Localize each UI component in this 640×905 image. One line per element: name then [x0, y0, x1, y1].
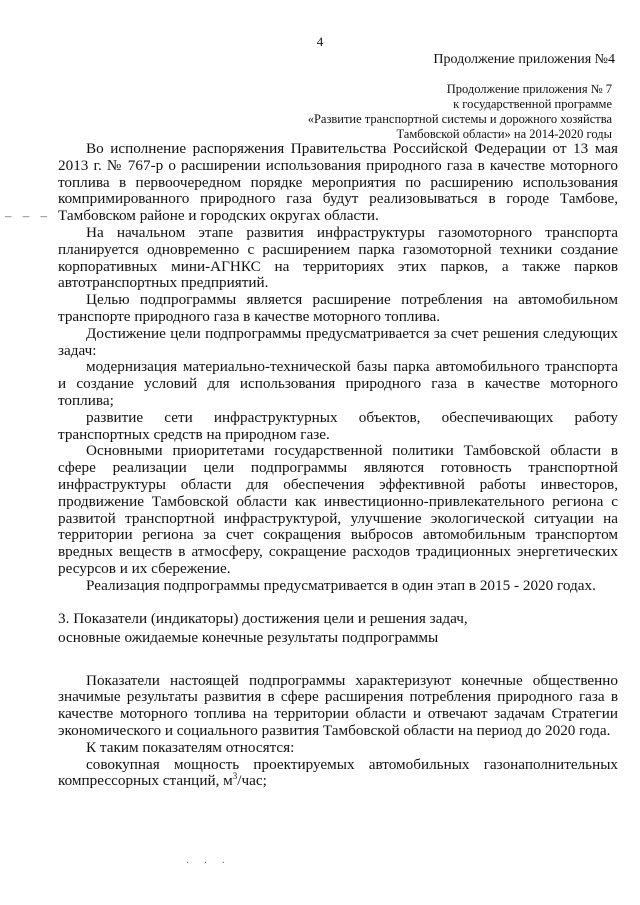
section-3-title-line-2: основные ожидаемые конечные результаты подпрограммы	[58, 628, 439, 646]
paragraph-5: модернизация материально-технической базы парка автомобильного транспорта и создание условий для использования природного газа в качестве моторного топлива;	[58, 358, 618, 409]
header-line-1: Продолжение приложения № 7	[446, 82, 612, 96]
document-body	[58, 141, 618, 790]
margin-dashes: – – –	[5, 208, 51, 223]
paragraph-11-unit: /час;	[237, 772, 267, 790]
paragraph-1: Во исполнение распоряжения Правительства Российской Федерации от 13 мая 2013 г. № 767-р о расширении использования природного газа в качестве моторного топлива в первоочередном порядке мероприятия по расширению использования компримированного природного газа будут реализовываться в городе Тамбове, Тамбовском районе и городских округах области.	[58, 140, 618, 225]
page-number: 4	[316, 34, 324, 49]
section-3-title-line-1: 3. Показатели (индикаторы) достижения цели и решения задач,	[58, 609, 468, 627]
paragraph-11-text: совокупная мощность проектируемых автомобильных газонаполнительных компрессорных станций, м	[58, 755, 618, 790]
paragraph-8: Реализация подпрограммы предусматривается в один этап в 2015 - 2020 годах.	[86, 576, 596, 594]
header-line-3: «Развитие транспортной системы и дорожного хозяйства	[307, 112, 612, 126]
paragraph-6: развитие сети инфраструктурных объектов, обеспечивающих работу транспортных средств на природном газе.	[58, 408, 618, 443]
header-line-4: Тамбовской области» на 2014-2020 годы	[396, 127, 612, 141]
header-line-2: к государственной программе	[453, 97, 612, 111]
appendix-header	[212, 82, 612, 142]
cubic-superscript: 3	[232, 771, 238, 782]
paragraph-9: Показатели настоящей подпрограммы характеризуют конечные общественно значимые результаты развития в сфере расширения потребления природного газа в качестве моторного топлива на территории области и отвечают задачам Стратегии экономического и социального развития Тамбовской области на период до 2020 года.	[58, 671, 618, 739]
paragraph-4: Достижение цели подпрограммы предусматривается за счет решения следующих задач:	[58, 324, 618, 359]
paragraph-7: Основными приоритетами государственной политики Тамбовской области в сфере реализации цели подпрограммы являются готовность транспортной инфраструктуры области для обеспечения эффективной работы инвесторов, продвижение Тамбовской области как инвестиционно-привлекательного региона с развитой транспортной инфраструктурой, улучшение экологической ситуации на территории региона за счет сокращения выбросов автомобильным транспортом вредных веществ в атмосферу, сокращение расходов традиционных энергетических ресурсов и их сбережение.	[58, 442, 618, 577]
paragraph-3: Целью подпрограммы является расширение потребления на автомобильном транспорте природного газа в качестве моторного топлива.	[58, 291, 618, 325]
paragraph-10: К таким показателям относятся:	[86, 738, 295, 756]
continuation-label: Продолжение приложения №4	[433, 52, 615, 67]
section-3-title	[58, 609, 618, 647]
scan-artifact-marks: · · ·	[186, 858, 231, 869]
paragraph-2: На начальном этапе развития инфраструктуры газомоторного транспорта планируется одновременно с расширением парка газомоторной техники создание корпоративных мини-АГНКС на территориях этих парков, а также парков автотранспортных предприятий.	[58, 223, 618, 292]
paragraph-11	[58, 757, 618, 791]
